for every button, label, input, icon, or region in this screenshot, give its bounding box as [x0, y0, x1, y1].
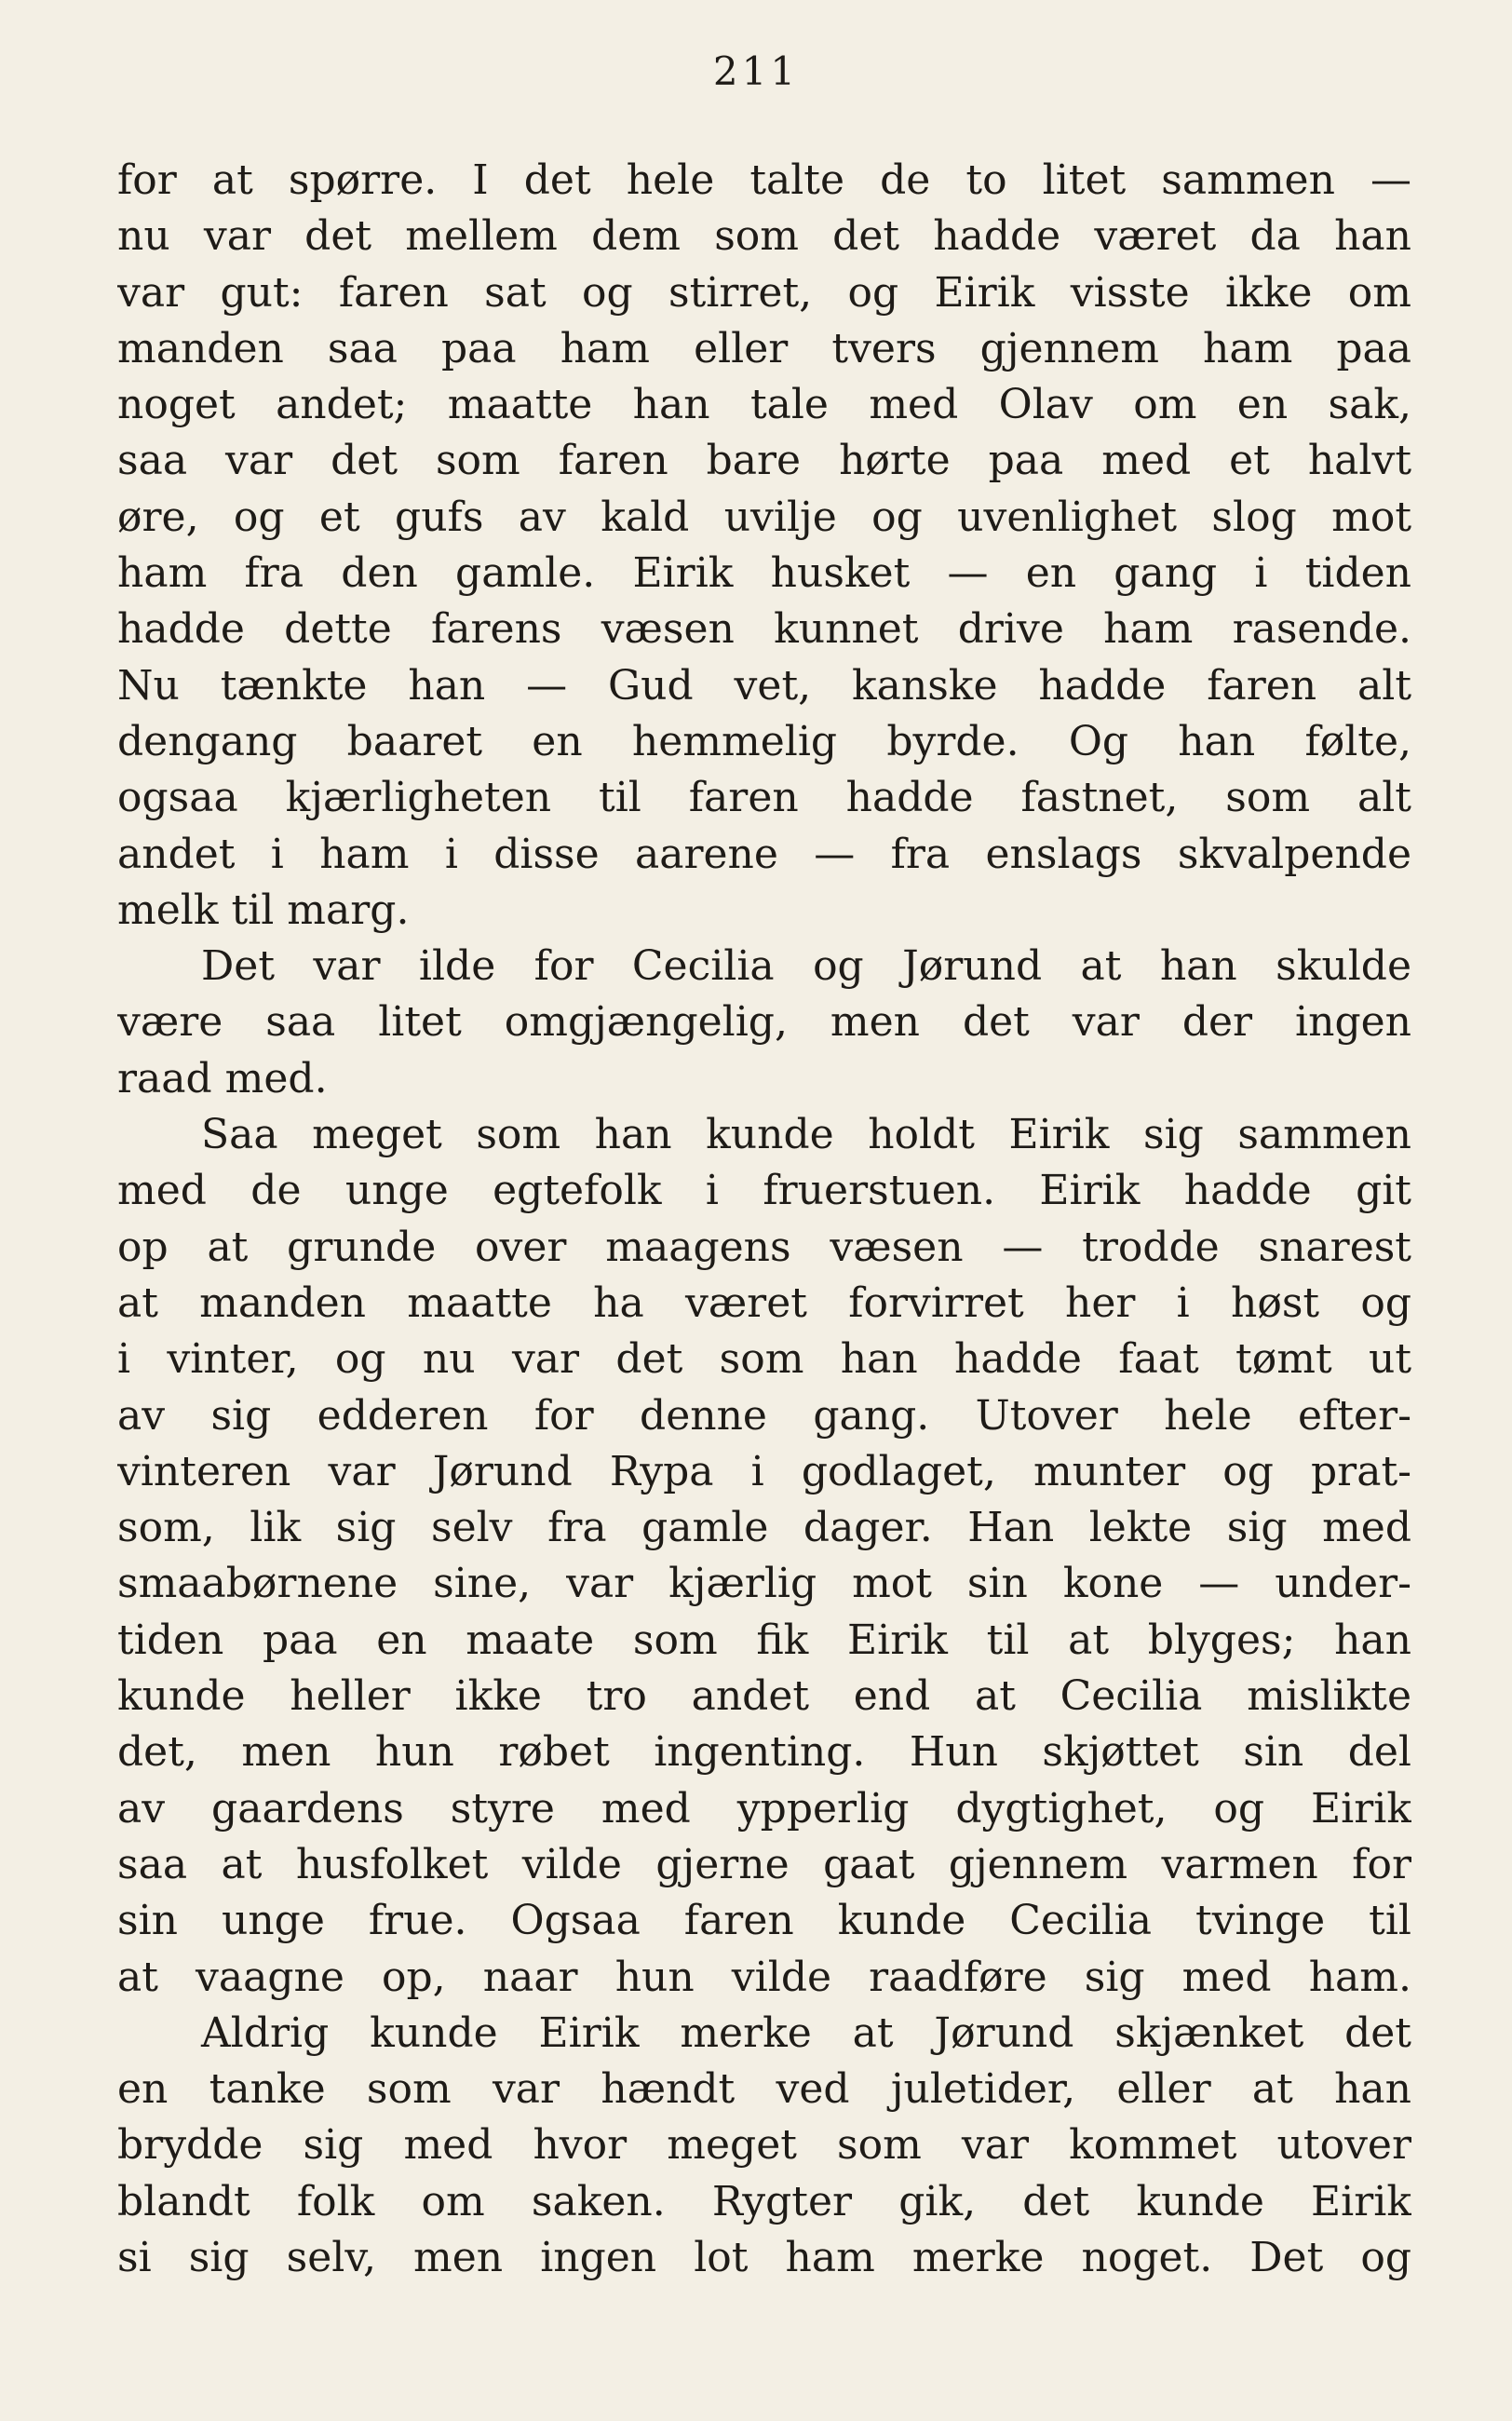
- text-line: var gut: faren sat og stirret, og Eirik visste ikke om: [117, 268, 1411, 317]
- text-line: for at spørre. I det hele talte de to litet sammen —: [117, 156, 1411, 204]
- text-line: av sig edderen for denne gang. Utover hele efter-: [117, 1391, 1411, 1440]
- text-line: en tanke som var hændt ved juletider, eller at han: [117, 2065, 1411, 2114]
- text-line: saa var det som faren bare hørte paa med et halvt: [117, 437, 1411, 485]
- text-line: Nu tænkte han — Gud vet, kanske hadde faren alt: [117, 661, 1411, 710]
- text-line: dengang baaret en hemmelig byrde. Og han følte,: [117, 717, 1411, 765]
- text-line: kunde heller ikke tro andet end at Cecilia mislikte: [117, 1672, 1411, 1721]
- text-line: andet i ham i disse aarene — fra enslags skvalpende: [117, 830, 1411, 878]
- text-line: nu var det mellem dem som det hadde været da han: [117, 212, 1411, 261]
- text-line: melk til marg.: [117, 886, 410, 934]
- text-line: smaabørnene sine, var kjærlig mot sin kone — under-: [117, 1560, 1411, 1608]
- text-line: som, lik sig selv fra gamle dager. Han lekte sig med: [117, 1504, 1411, 1552]
- text-line: ham fra den gamle. Eirik husket — en gang i tiden: [117, 549, 1411, 598]
- body-text: [117, 153, 1411, 2286]
- text-line: Aldrig kunde Eirik merke at Jørund skjænket det: [201, 2008, 1411, 2057]
- text-line: saa at husfolket vilde gjerne gaat gjennem varmen for: [117, 1840, 1411, 1888]
- text-line: manden saa paa ham eller tvers gjennem ham paa: [117, 324, 1411, 372]
- text-line: Det var ilde for Cecilia og Jørund at han skulde: [201, 942, 1411, 991]
- page-number: 211: [712, 48, 800, 94]
- text-line: blandt folk om saken. Rygter gik, det kunde Eirik: [117, 2177, 1411, 2225]
- text-line: tiden paa en maate som fik Eirik til at blyges; han: [117, 1616, 1411, 1664]
- text-line: øre, og et gufs av kald uvilje og uvenlighet slog mot: [117, 493, 1411, 541]
- text-line: si sig selv, men ingen lot ham merke noget. Det og: [117, 2233, 1411, 2281]
- text-line: vinteren var Jørund Rypa i godlaget, munter og prat-: [117, 1447, 1411, 1495]
- text-line: med de unge egtefolk i fruerstuen. Eirik hadde git: [117, 1167, 1411, 1215]
- text-line: ogsaa kjærligheten til faren hadde fastnet, som alt: [117, 774, 1411, 822]
- text-line: være saa litet omgjængelig, men det var der ingen: [117, 998, 1411, 1047]
- text-line: noget andet; maatte han tale med Olav om en sak,: [117, 381, 1411, 429]
- text-line: op at grunde over maagens væsen — trodde snarest: [117, 1223, 1411, 1271]
- text-line: brydde sig med hvor meget som var kommet utover: [117, 2121, 1411, 2170]
- text-line: Saa meget som han kunde holdt Eirik sig sammen: [201, 1111, 1411, 1159]
- text-line: at vaagne op, naar hun vilde raadføre sig med ham.: [117, 1953, 1411, 2001]
- text-line: at manden maatte ha været forvirret her i høst og: [117, 1278, 1411, 1327]
- text-line: sin unge frue. Ogsaa faren kunde Cecilia tvinge til: [117, 1897, 1411, 1945]
- text-line: i vinter, og nu var det som han hadde faat tømt ut: [117, 1335, 1411, 1384]
- text-line: av gaardens styre med ypperlig dygtighet, og Eirik: [117, 1784, 1411, 1833]
- text-line: hadde dette farens væsen kunnet drive ham rasende.: [117, 605, 1411, 654]
- text-line: det, men hun røbet ingenting. Hun skjøttet sin del: [117, 1728, 1411, 1777]
- text-line: raad med.: [117, 1054, 328, 1102]
